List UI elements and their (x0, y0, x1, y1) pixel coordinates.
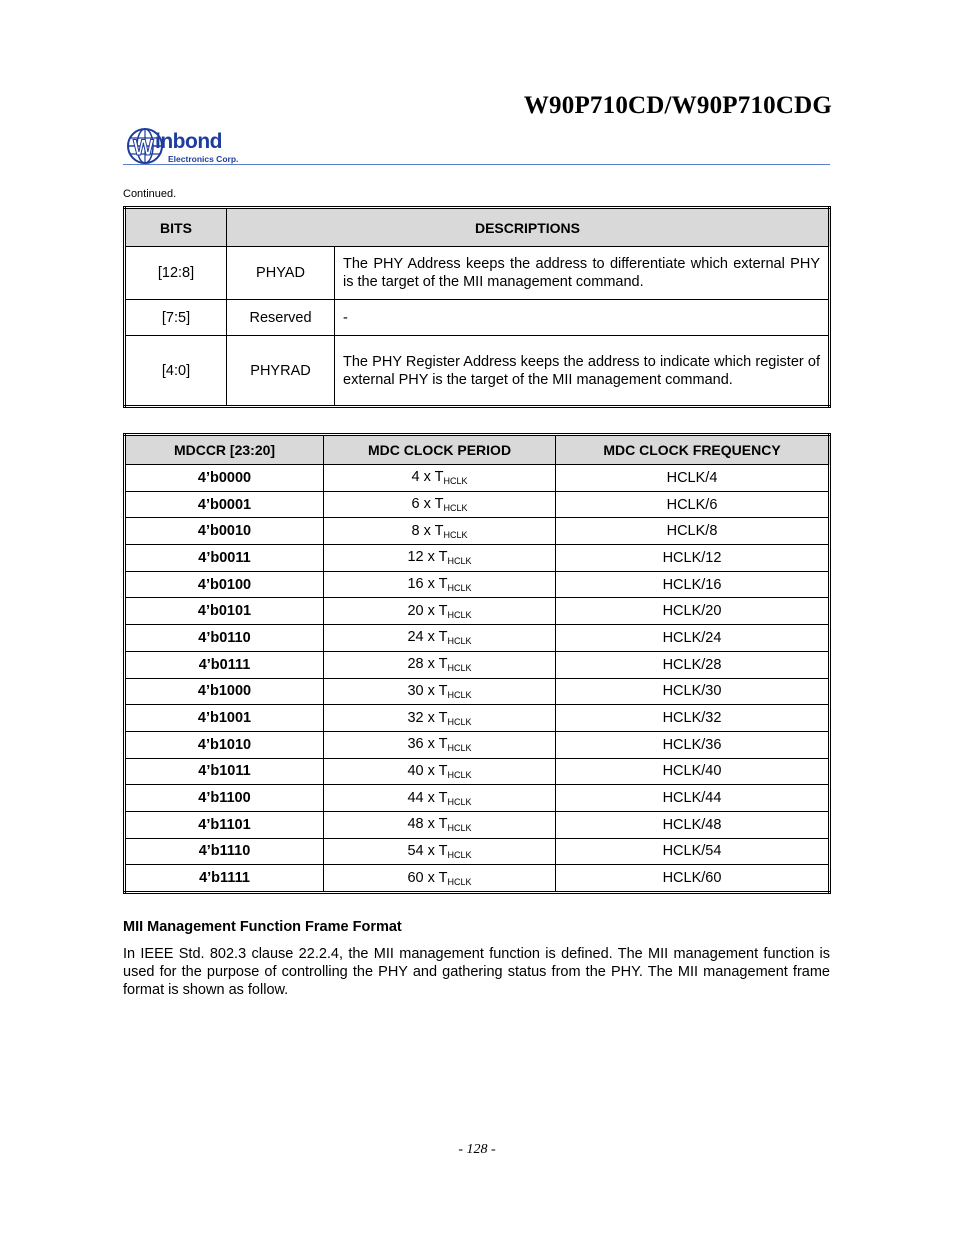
clock-period-cell (324, 838, 556, 865)
mdccr-code-cell: 4’b0111 (125, 651, 324, 678)
table-row (125, 247, 830, 300)
header-descriptions: DESCRIPTIONS (227, 208, 830, 247)
clock-frequency-cell: HCLK/30 (556, 678, 830, 705)
mdccr-code-cell: 4’b1111 (125, 865, 324, 893)
description-cell: - (335, 300, 830, 336)
mdccr-code-cell: 4’b0100 (125, 571, 324, 598)
period-multiplier: 20 x (407, 602, 439, 619)
period-unit: T (438, 709, 448, 726)
clock-frequency-cell: HCLK/60 (556, 865, 830, 893)
mdccr-code-cell: 4’b1011 (125, 758, 324, 785)
header-period: MDC CLOCK PERIOD (324, 435, 556, 465)
mdccr-code-cell: 4’b0101 (125, 598, 324, 625)
period-unit: T (438, 682, 448, 699)
clock-frequency-cell: HCLK/40 (556, 758, 830, 785)
period-subscript: HCLK (447, 663, 472, 674)
period-subscript: HCLK (443, 503, 468, 514)
table-row (125, 545, 830, 572)
period-unit: T (438, 656, 448, 673)
logo-wordmark: inbond (155, 130, 222, 153)
period-multiplier: 36 x (407, 736, 439, 753)
table-row (125, 705, 830, 732)
clock-frequency-cell: HCLK/20 (556, 598, 830, 625)
period-subscript: HCLK (447, 689, 472, 700)
description-cell: The PHY Register Address keeps the address to indicate which register of external PHY is the target of the MII management command. (335, 336, 830, 407)
clock-period-cell (324, 811, 556, 838)
period-multiplier: 32 x (407, 709, 439, 726)
clock-frequency-cell: HCLK/8 (556, 518, 830, 545)
table-row (125, 811, 830, 838)
clock-period-cell (324, 731, 556, 758)
table-row (125, 758, 830, 785)
period-subscript: HCLK (447, 556, 472, 567)
field-name-cell: PHYAD (227, 247, 335, 300)
period-multiplier: 28 x (407, 656, 439, 673)
table-row (125, 598, 830, 625)
clock-frequency-cell: HCLK/12 (556, 545, 830, 572)
period-multiplier: 44 x (407, 789, 439, 806)
table-row (125, 731, 830, 758)
field-name-cell: Reserved (227, 300, 335, 336)
clock-period-cell (324, 491, 556, 518)
period-unit: T (438, 629, 448, 646)
period-unit: T (434, 496, 444, 513)
clock-frequency-cell: HCLK/24 (556, 625, 830, 652)
mdccr-code-cell: 4’b1110 (125, 838, 324, 865)
bits-cell: [4:0] (125, 336, 227, 407)
period-unit: T (438, 869, 448, 886)
table-header-row (125, 435, 830, 465)
table-row (125, 491, 830, 518)
period-subscript: HCLK (447, 583, 472, 594)
page-number: - 128 - (458, 1142, 496, 1157)
mdccr-code-cell: 4’b1000 (125, 678, 324, 705)
table-row (125, 651, 830, 678)
period-unit: T (438, 762, 448, 779)
clock-period-cell (324, 545, 556, 572)
table-row (125, 865, 830, 893)
section-heading: MII Management Function Frame Format (123, 919, 402, 935)
bits-cell: [12:8] (125, 247, 227, 300)
clock-period-cell (324, 785, 556, 812)
bits-description-table (123, 206, 831, 408)
period-multiplier: 12 x (407, 549, 439, 566)
clock-frequency-cell: HCLK/44 (556, 785, 830, 812)
mdccr-code-cell: 4’b0110 (125, 625, 324, 652)
clock-period-cell (324, 571, 556, 598)
clock-period-cell (324, 465, 556, 492)
period-subscript: HCLK (447, 823, 472, 834)
table-row (125, 336, 830, 407)
clock-frequency-cell: HCLK/6 (556, 491, 830, 518)
field-name-cell: PHYRAD (227, 336, 335, 407)
table-row (125, 465, 830, 492)
period-subscript: HCLK (447, 609, 472, 620)
description-cell: The PHY Address keeps the address to differentiate which external PHY is the target of the MII management command. (335, 247, 830, 300)
period-unit: T (438, 602, 448, 619)
clock-frequency-cell: HCLK/48 (556, 811, 830, 838)
period-subscript: HCLK (447, 796, 472, 807)
mdccr-code-cell: 4’b0010 (125, 518, 324, 545)
header-rule (123, 164, 830, 165)
clock-period-cell (324, 705, 556, 732)
clock-frequency-cell: HCLK/32 (556, 705, 830, 732)
clock-frequency-cell: HCLK/4 (556, 465, 830, 492)
clock-frequency-cell: HCLK/36 (556, 731, 830, 758)
table-row (125, 678, 830, 705)
period-subscript: HCLK (443, 529, 468, 540)
period-subscript: HCLK (447, 849, 472, 860)
period-subscript: HCLK (447, 636, 472, 647)
period-subscript: HCLK (447, 743, 472, 754)
header-bits: BITS (125, 208, 227, 247)
clock-period-cell (324, 678, 556, 705)
table-row (125, 571, 830, 598)
clock-period-cell (324, 651, 556, 678)
mdc-table-body (125, 465, 830, 893)
table-row (125, 300, 830, 336)
period-unit: T (438, 842, 448, 859)
period-multiplier: 60 x (407, 869, 439, 886)
clock-frequency-cell: HCLK/16 (556, 571, 830, 598)
clock-frequency-cell: HCLK/54 (556, 838, 830, 865)
logo-subtext: Electronics Corp. (168, 154, 239, 164)
period-unit: T (438, 789, 448, 806)
document-title: W90P710CD/W90P710CDG (523, 92, 832, 119)
clock-period-cell (324, 598, 556, 625)
period-subscript: HCLK (447, 716, 472, 727)
logo-letter: W (133, 135, 154, 160)
clock-period-cell (324, 865, 556, 893)
continued-label: Continued. (123, 188, 177, 200)
table-header-row (125, 208, 830, 247)
bits-cell: [7:5] (125, 300, 227, 336)
clock-frequency-cell: HCLK/28 (556, 651, 830, 678)
mdccr-code-cell: 4’b1101 (125, 811, 324, 838)
period-subscript: HCLK (447, 876, 472, 887)
header-frequency: MDC CLOCK FREQUENCY (556, 435, 830, 465)
period-multiplier: 24 x (407, 629, 439, 646)
section-paragraph: In IEEE Std. 802.3 clause 22.2.4, the MII management function is defined. The MII management function is used for the purpose of controlling the PHY and gathering status from the PHY. The MII management frame format is shown as follow. (123, 946, 830, 998)
table-row (125, 518, 830, 545)
period-multiplier: 8 x (411, 522, 435, 539)
table-row (125, 785, 830, 812)
period-multiplier: 54 x (407, 842, 439, 859)
winbond-logo (127, 126, 257, 166)
mdccr-code-cell: 4’b1010 (125, 731, 324, 758)
table-row (125, 838, 830, 865)
period-multiplier: 40 x (407, 762, 439, 779)
period-multiplier: 48 x (407, 816, 439, 833)
clock-period-cell (324, 518, 556, 545)
period-unit: T (438, 816, 448, 833)
period-unit: T (434, 522, 444, 539)
period-unit: T (434, 469, 444, 486)
period-multiplier: 4 x (411, 469, 435, 486)
clock-period-cell (324, 625, 556, 652)
clock-period-cell (324, 758, 556, 785)
mdccr-code-cell: 4’b1001 (125, 705, 324, 732)
period-multiplier: 6 x (411, 496, 435, 513)
mdccr-code-cell: 4’b0001 (125, 491, 324, 518)
period-subscript: HCLK (443, 476, 468, 487)
mdc-clock-table (123, 433, 831, 894)
period-subscript: HCLK (447, 769, 472, 780)
mdccr-code-cell: 4’b0011 (125, 545, 324, 572)
period-unit: T (438, 576, 448, 593)
mdccr-code-cell: 4’b0000 (125, 465, 324, 492)
mdccr-code-cell: 4’b1100 (125, 785, 324, 812)
period-multiplier: 30 x (407, 682, 439, 699)
period-multiplier: 16 x (407, 576, 439, 593)
table-row (125, 625, 830, 652)
period-unit: T (438, 549, 448, 566)
header-mdccr: MDCCR [23:20] (125, 435, 324, 465)
period-unit: T (438, 736, 448, 753)
